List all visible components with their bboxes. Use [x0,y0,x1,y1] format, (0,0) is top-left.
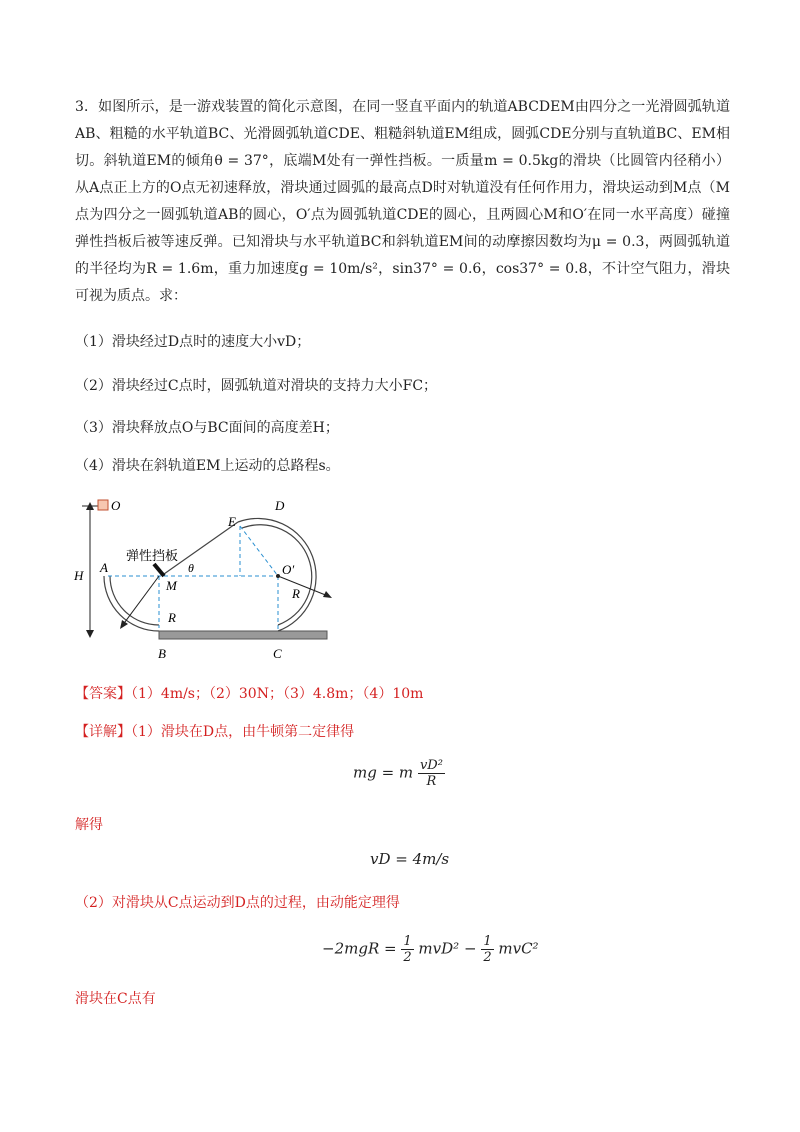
eq3-minus: − [463,939,477,958]
label-baffle: 弹性挡板 [126,549,179,564]
detail-label: 【详解】 [75,724,131,740]
detail-part1: （1）滑块在D点，由牛顿第二定律得 [131,724,355,740]
label-a: A [100,560,108,575]
center-o-prime [276,574,280,578]
radius-arrow-o [278,576,328,596]
slider-block [98,500,108,510]
label-theta: θ [188,561,194,575]
label-d: D [275,498,285,513]
track-diagram [70,488,340,668]
answer-label: 【答案】 [75,686,131,702]
elastic-baffle [154,564,164,576]
eq3-left: −2mgR = [322,939,397,958]
answer-line [75,684,423,704]
track-bc [159,631,327,639]
height-arrow-bottom [86,630,94,638]
subquestion-3: （3）滑块释放点O与BC面间的高度差H； [75,420,339,436]
eq3-half-num: 1 [403,934,412,949]
label-o-prime: O′ [282,562,295,577]
subquestion-2: （2）滑块经过C点时，圆弧轨道对滑块的支持力大小FC； [75,378,438,394]
arc-ab-outer [104,576,159,631]
equation-newton [353,758,445,789]
eq3-term2: mvC² [498,939,539,958]
eq1-denominator: R [426,774,437,789]
eq3-fraction-1 [401,934,413,965]
eq3-term1: mvD² [418,939,460,958]
subquestion-4: （4）滑块在斜轨道EM上运动的总路程s。 [75,458,340,474]
label-r-left: R [168,610,176,625]
equation-energy [322,934,539,965]
eq1-left: mg = m [353,763,414,782]
label-e: E [228,514,236,529]
solve-label: 解得 [75,817,103,833]
detail-part2: （2）对滑块从C点运动到D点的过程，由动能定理得 [75,895,400,911]
subquestion-1: （1）滑块经过D点时的速度大小vD； [75,334,311,350]
label-r-right: R [292,586,300,601]
dashed-e-center [240,526,278,576]
eq3-half-den: 2 [403,950,412,965]
eq3-half-num-2: 1 [483,934,492,949]
label-o: O [111,498,121,513]
eq3-half-den-2: 2 [483,950,492,965]
radius-arrow-m [122,576,159,626]
label-c: C [273,646,282,661]
arc-ab-inner [110,576,159,625]
track-em [164,522,238,574]
label-m: M [166,578,177,593]
answer-text: （1）4m/s；（2）30N；（3）4.8m；（4）10m [131,686,424,702]
detail-last: 滑块在C点有 [75,991,156,1007]
detail-line [75,722,354,742]
eq1-fraction [418,758,445,789]
eq1-numerator: vD² [419,758,443,773]
equation-vd: vD = 4m/s [370,850,450,868]
problem-statement: 3．如图所示，是一游戏装置的简化示意图，在同一竖直平面内的轨道ABCDEM由四分之一光滑圆弧轨道AB、粗糙的水平轨道BC、光滑圆弧轨道CDE、粗糙斜轨道EM组成，圆弧CDE分别与直轨道BC、EM相切。斜轨道EM的倾角θ = 37°，底端M处有一弹性挡板。一质量m = 0.5kg的滑块（比圆管内径稍小）从A点正上方的O点无初速释放，滑块通过圆弧的最高点D时对轨道没有任何作用力，滑块运动到M点（M点为四分之一圆弧轨道AB的圆心，O′点为圆弧轨道CDE的圆心，且两圆心M和O′在同一水平高度）碰撞弹性挡板后被等速反弹。已知滑块与水平轨道BC和斜轨道EM间的动摩擦因数均为μ = 0.3，两圆弧轨道的半径均为R = 1.6m，重力加速度g = 10m/s²，sin37° = 0.6，cos37° = 0.8，不计空气阻力，滑块可视为质点。求： [75,99,730,304]
radius-arrowhead-o [323,591,332,598]
eq3-fraction-2 [481,934,493,965]
label-b: B [158,646,166,661]
label-h: H [74,568,84,583]
